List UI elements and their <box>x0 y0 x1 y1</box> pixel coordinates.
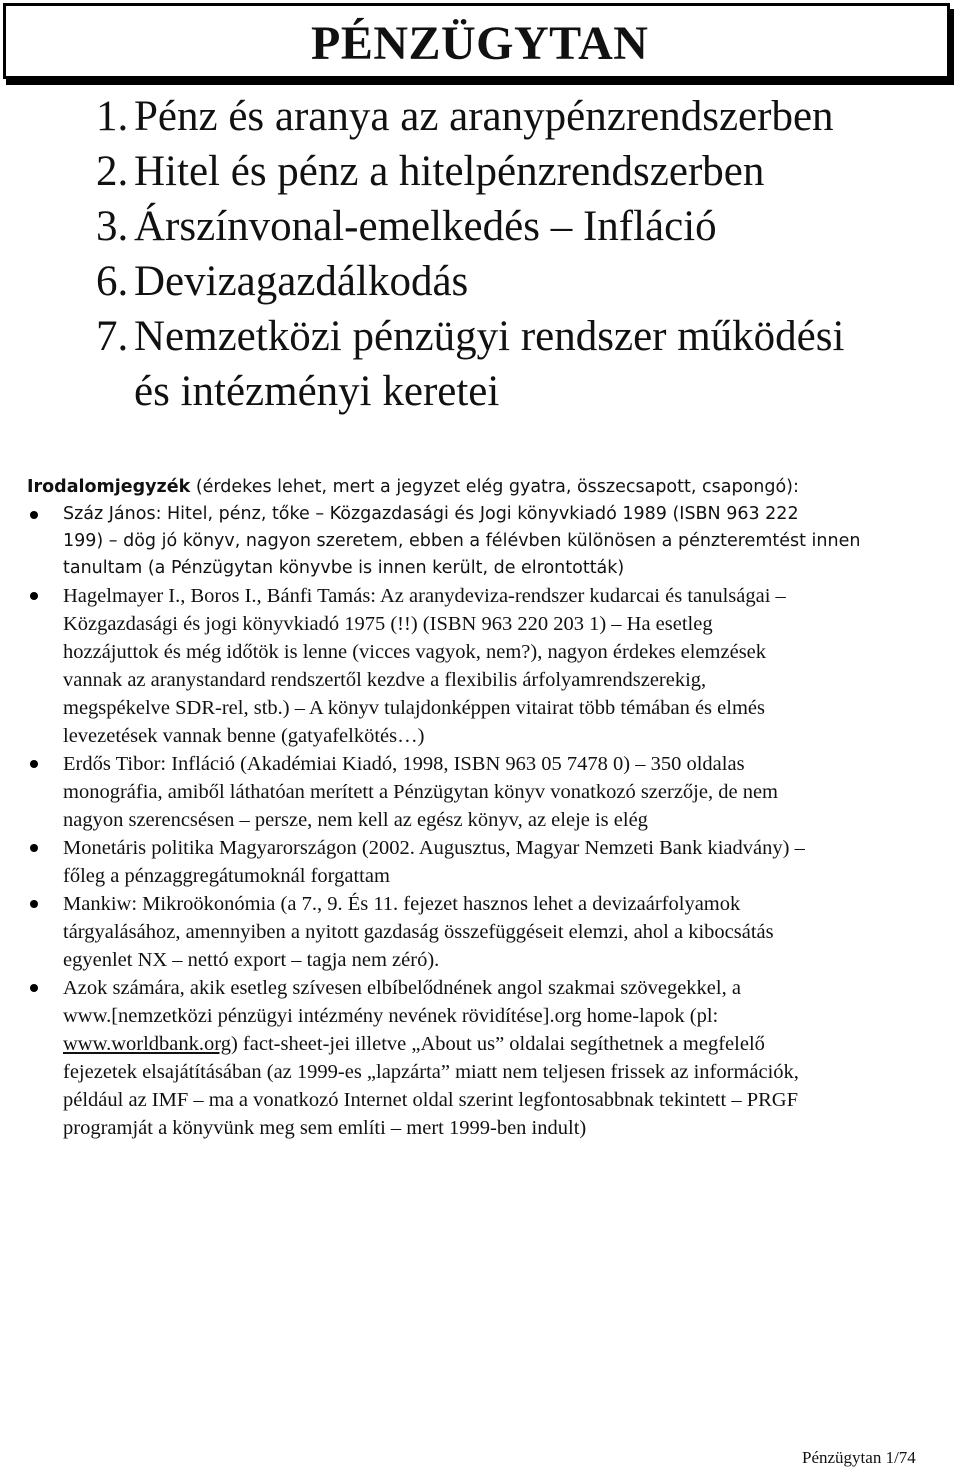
bibliography-line <box>63 1030 932 1058</box>
bibliography-heading: Irodalomjegyzék <box>27 477 191 497</box>
bibliography-intro <box>27 473 932 501</box>
bibliography-item <box>27 750 932 834</box>
bibliography <box>27 473 932 1142</box>
bullet-icon <box>27 974 47 1002</box>
bibliography-line: Mankiw: Mikroökonómia (a 7., 9. És 11. fejezet hasznos lehet a devizaárfolyamok <box>63 893 741 915</box>
bibliography-line: tárgyalásához, amennyiben a nyitott gazdaság összefüggéseit elemzi, ahol a kibocsátás <box>63 921 774 943</box>
bibliography-list <box>27 501 932 1142</box>
bullet-icon <box>27 501 47 529</box>
topic-number: 1. <box>96 93 129 140</box>
bibliography-item <box>27 582 932 750</box>
bibliography-item <box>27 974 932 1142</box>
document-title: PÉNZÜGYTAN <box>311 17 649 70</box>
bibliography-line: Erdős Tibor: Infláció (Akadémiai Kiadó, 1998, ISBN 963 05 7478 0) – 350 oldalas <box>63 753 745 775</box>
bibliography-line: tanultam (a Pénzügytan könyvbe is innen került, de elrontották) <box>63 558 625 578</box>
topic-item <box>96 89 934 144</box>
bibliography-line: például az IMF – ma a vonatkozó Internet oldal szerint legfontosabbnak tekintett – PRGF <box>63 1089 798 1111</box>
bibliography-heading-note: (érdekes lehet, mert a jegyzet elég gyatra, összecsapott, csapongó): <box>190 477 799 497</box>
bullet-icon <box>27 750 47 778</box>
bibliography-item <box>27 890 932 974</box>
bibliography-line: www.[nemzetközi pénzügyi intézmény nevének rövidítése].org home-lapok (pl: <box>63 1005 719 1027</box>
title-box-shadow-right <box>950 9 954 85</box>
bibliography-line: nagyon szerencsésen – persze, nem kell az egész könyv, az eleje is elég <box>63 809 648 831</box>
bibliography-line: Közgazdasági és jogi könyvkiadó 1975 (!!) (ISBN 963 220 203 1) – Ha esetleg <box>63 613 713 635</box>
topic-item <box>96 144 934 199</box>
page-footer: Pénzügytan 1/74 <box>802 1448 916 1467</box>
bibliography-line: 199) – dög jó könyv, nagyon szeretem, ebben a félévben különösen a pénzteremtést innen <box>63 531 861 551</box>
topic-text <box>134 144 934 199</box>
topic-list <box>96 89 934 419</box>
bibliography-line: Hagelmayer I., Boros I., Bánfi Tamás: Az aranydeviza-rendszer kudarcai és tanulságai – <box>63 585 786 607</box>
bullet-icon <box>27 890 47 918</box>
bibliography-line: Azok számára, akik esetleg szívesen elbíbelődnének angol szakmai szövegekkel, a <box>63 977 741 999</box>
worldbank-link[interactable]: www.worldbank.org <box>63 1033 231 1055</box>
topic-line: Devizagazdálkodás <box>134 258 469 305</box>
topic-text <box>134 254 934 309</box>
bibliography-item <box>27 501 932 582</box>
bullet-icon <box>27 582 47 610</box>
title-box-shadow-bottom <box>6 79 953 85</box>
topic-line: Nemzetközi pénzügyi rendszer működési <box>134 313 845 360</box>
bibliography-line: hozzájuttok és még időtök is lenne (vicces vagyok, nem?), nagyon érdekes elemzések <box>63 641 767 663</box>
bibliography-line: megspékelve SDR-rel, stb.) – A könyv tulajdonképpen vitairat több témában és elmés <box>63 697 765 719</box>
topic-line: Árszínvonal-emelkedés – Infláció <box>134 203 717 250</box>
topic-number: 7. <box>96 313 129 360</box>
topic-item <box>96 199 934 254</box>
bibliography-line: Száz János: Hitel, pénz, tőke – Közgazdasági és Jogi könyvkiadó 1989 (ISBN 963 222 <box>63 504 799 524</box>
bibliography-line: fejezetek elsajátításában (az 1999-es „lapzárta” miatt nem teljesen frissek az információk, <box>63 1061 799 1083</box>
topic-number: 3. <box>96 203 129 250</box>
topic-number: 6. <box>96 258 129 305</box>
bibliography-line: egyenlet NX – nettó export – tagja nem zéró). <box>63 949 440 971</box>
bibliography-line-rest: ) fact-sheet-jei illetve „About us” oldalai segíthetnek a megfelelő <box>230 1033 765 1055</box>
bibliography-line: monográfia, amiből láthatóan merített a Pénzügytan könyv vonatkozó szerzője, de nem <box>63 781 778 803</box>
bibliography-line: főleg a pénzaggregátumoknál forgattam <box>63 865 390 887</box>
topic-line: és intézményi keretei <box>134 368 500 415</box>
bibliography-line: Monetáris politika Magyarországon (2002. Augusztus, Magyar Nemzeti Bank kiadvány) – <box>63 837 805 859</box>
bibliography-line: levezetések vannak benne (gatyafelkötés…) <box>63 725 425 747</box>
topic-item <box>96 254 934 309</box>
topic-text <box>134 199 934 254</box>
bibliography-line: vannak az aranystandard rendszertől kezdve a flexibilis árfolyamrendszerekig, <box>63 669 707 691</box>
bibliography-line: programját a könyvünk meg sem említi – mert 1999-ben indult) <box>63 1117 587 1139</box>
bullet-icon <box>27 834 47 862</box>
bibliography-item <box>27 834 932 890</box>
topic-text <box>134 309 934 419</box>
topic-text <box>134 89 934 144</box>
topic-number: 2. <box>96 148 129 195</box>
topic-item <box>96 309 934 419</box>
topic-line: Hitel és pénz a hitelpénzrendszerben <box>134 148 765 195</box>
topic-line: Pénz és aranya az aranypénzrendszerben <box>134 93 834 140</box>
